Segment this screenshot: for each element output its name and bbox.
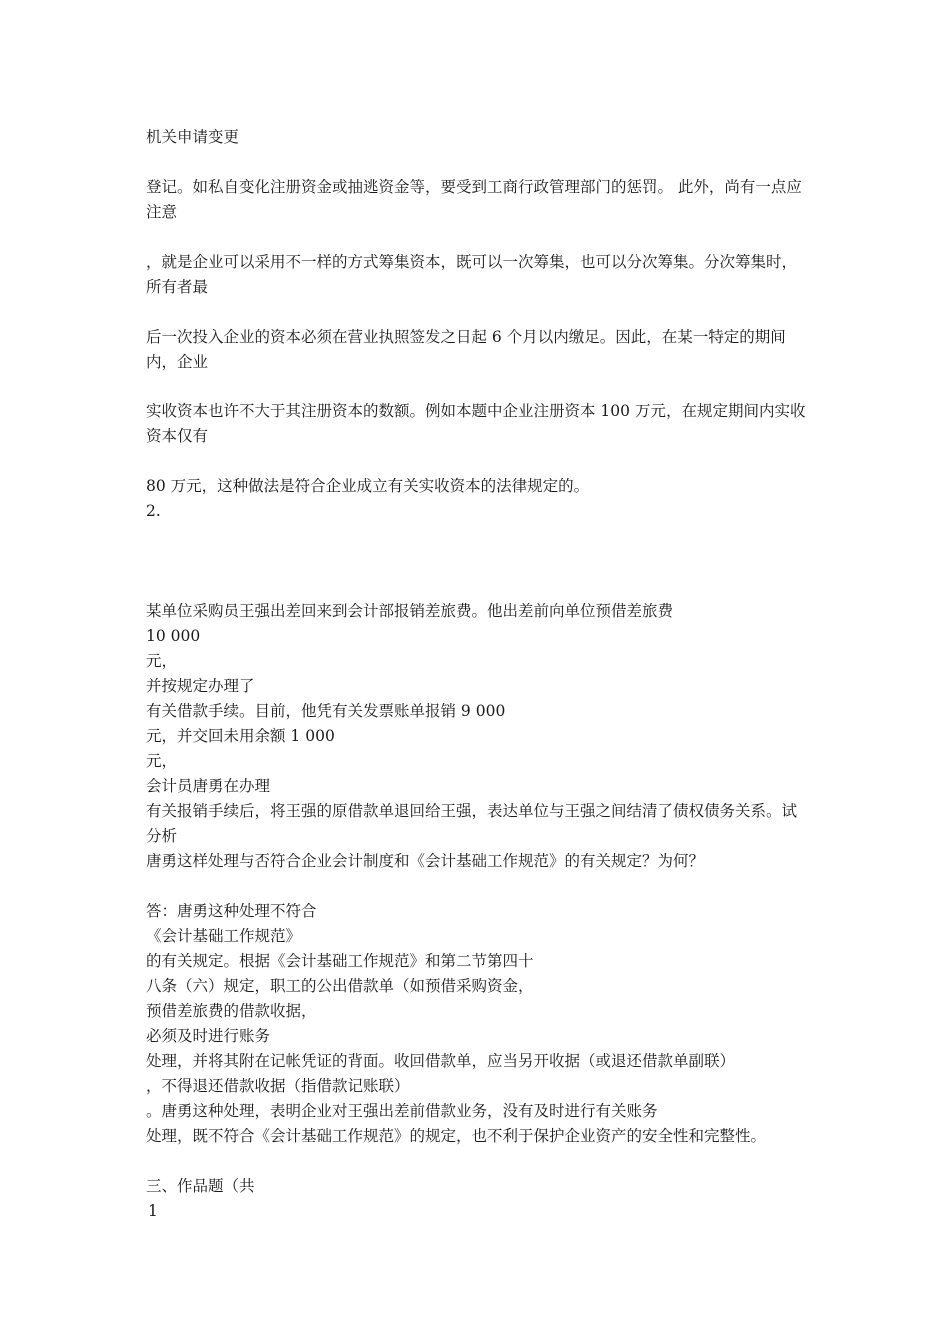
question-line: 唐勇这样处理与否符合企业会计制度和《会计基础工作规范》的有关规定？为何？ bbox=[146, 852, 705, 870]
section-number: 1 bbox=[148, 1202, 158, 1220]
answer-line: 处理，既不符合《会计基础工作规范》的规定，也不利于保护企业资产的安全性和完整性。 bbox=[146, 1127, 767, 1145]
answer-line: 处理，并将其附在记帐凭证的背面。收回借款单，应当另开收据（或退还借款单副联） bbox=[146, 1052, 736, 1070]
paragraph-line: ，就是企业可以采用不一样的方式筹集资本，既可以一次筹集，也可以分次筹集。分次筹集时，所有者最 bbox=[146, 253, 798, 296]
answer-line: 必须及时进行账务 bbox=[146, 1027, 271, 1045]
answer-line: 预借差旅费的借款收据， bbox=[146, 1002, 317, 1020]
answer-line: 八条（六）规定，职工的公出借款单（如预借采购资金， bbox=[146, 977, 534, 995]
question-line: 10 000 bbox=[146, 627, 201, 645]
answer-line: 答：唐勇这种处理不符合 bbox=[146, 902, 317, 920]
question-line: 有关借款手续。目前，他凭有关发票账单报销 9 000 bbox=[146, 702, 506, 720]
section-heading: 三、作品题（共 bbox=[146, 1177, 255, 1195]
question-line: 元， bbox=[146, 652, 178, 670]
answer-line: ，不得退还借款收据（指借款记账联） bbox=[146, 1077, 410, 1095]
paragraph-line: 登记。如私自变化注册资金或抽逃资金等，要受到工商行政管理部门的惩罚。 此外，尚有一点应注意 bbox=[146, 178, 802, 221]
paragraph-line: 实收资本也许不大于其注册资本的数额。例如本题中企业注册资本 100 万元，在规定期间内实收资本仅有 bbox=[146, 402, 806, 445]
paragraph-line: 机关申请变更 bbox=[146, 128, 240, 146]
question-line: 会计员唐勇在办理 bbox=[146, 777, 271, 795]
question-line: 元，并交回未用余额 1 000 bbox=[146, 727, 335, 745]
question-line: 并按规定办理了 bbox=[146, 677, 255, 695]
answer-line: 《会计基础工作规范》 bbox=[146, 927, 302, 945]
answer-line: 的有关规定。根据《会计基础工作规范》和第二节第四十 bbox=[146, 952, 534, 970]
paragraph-line: 后一次投入企业的资本必须在营业执照签发之日起 6 个月以内缴足。因此，在某一特定的期间内，企业 bbox=[146, 328, 786, 371]
question-line: 某单位采购员王强出差回来到会计部报销差旅费。他出差前向单位预借差旅费 bbox=[146, 602, 674, 620]
paragraph-line: 80 万元，这种做法是符合企业成立有关实收资本的法律规定的。 bbox=[146, 477, 590, 495]
question-line: 有关报销手续后，将王强的原借款单退回给王强，表达单位与王强之间结清了债权债务关系。试分析 bbox=[146, 802, 798, 845]
question-number: 2. bbox=[146, 502, 161, 520]
answer-line: 。唐勇这种处理，表明企业对王强出差前借款业务，没有及时进行有关账务 bbox=[146, 1102, 658, 1120]
question-line: 元， bbox=[146, 752, 178, 770]
